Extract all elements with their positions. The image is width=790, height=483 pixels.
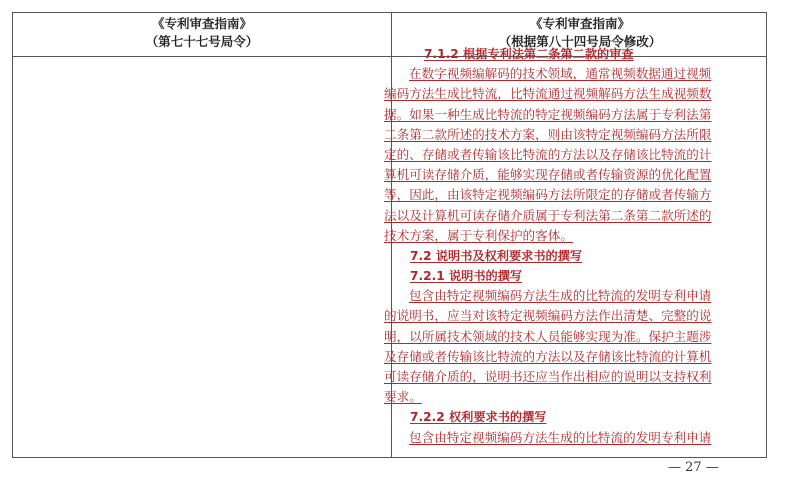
paragraph-line: 据。如果一种生成比特流的特定视频编码方法属于专利法第 — [384, 106, 712, 122]
paragraph-line: 定的、存储或者传输该比特流的方法以及存储该比特流的计 — [384, 146, 712, 162]
paragraph-line: 编码方法生成比特流，比特流通过视频解码方法生成视频数 — [384, 86, 712, 102]
right-column-content — [384, 44, 752, 448]
paragraph-line: 二条第二款所述的技术方案，则由该特定视频编码方法所限 — [384, 126, 712, 142]
header-left-title: 《专利审查指南》 — [151, 16, 252, 31]
paragraph-line: 的说明书，应当对该特定视频编码方法作出清楚、完整的说 — [384, 308, 712, 324]
paragraph-line: 在数字视频编解码的技术领域，通常视频数据通过视频 — [409, 66, 712, 82]
paragraph-line: 明，以所属技术领域的技术人员能够实现为准。保护主题涉 — [384, 328, 712, 344]
paragraph-line: 等，因此，由该特定视频编码方法所限定的存储或者传输方 — [384, 187, 712, 203]
section-heading-7-1-2: 7.1.2 根据专利法第二条第二款的审查 — [424, 47, 634, 61]
page-number: — 27 — — [668, 460, 719, 475]
header-right-title: 《专利审查指南》 — [529, 16, 630, 31]
header-left-subtitle: （第七十七号局令） — [145, 34, 259, 49]
paragraph-line: 技术方案，属于专利保护的客体。 — [384, 227, 573, 243]
section-heading-7-2-1: 7.2.1 说明书的撰写 — [410, 269, 523, 284]
paragraph-line: 及存储或者传输该比特流的方法以及存储该比特流的计算机 — [384, 348, 712, 364]
section-heading-7-2: 7.2 说明书及权利要求书的撰写 — [410, 248, 583, 263]
header-right-subtitle: （根据第八十四号局令修改） — [498, 34, 662, 49]
section-heading-7-2-2: 7.2.2 权利要求书的撰写 — [410, 410, 547, 425]
paragraph-line: 可读存储介质的，说明书还应当作出相应的说明以支持权利 — [384, 369, 712, 384]
header-left — [13, 15, 391, 55]
paragraph-line: 包含由特定视频编码方法生成的比特流的发明专利申请 — [409, 429, 712, 445]
paragraph-line: 要求。 — [384, 389, 422, 405]
paragraph-line: 法以及计算机可读存储介质属于专利法第二条第二款所述的 — [384, 207, 712, 223]
paragraph-line: 包含由特定视频编码方法生成的比特流的发明专利申请 — [409, 288, 712, 304]
paragraph-line: 算机可读存储介质，能够实现存储或者传输资源的优化配置 — [384, 167, 712, 183]
